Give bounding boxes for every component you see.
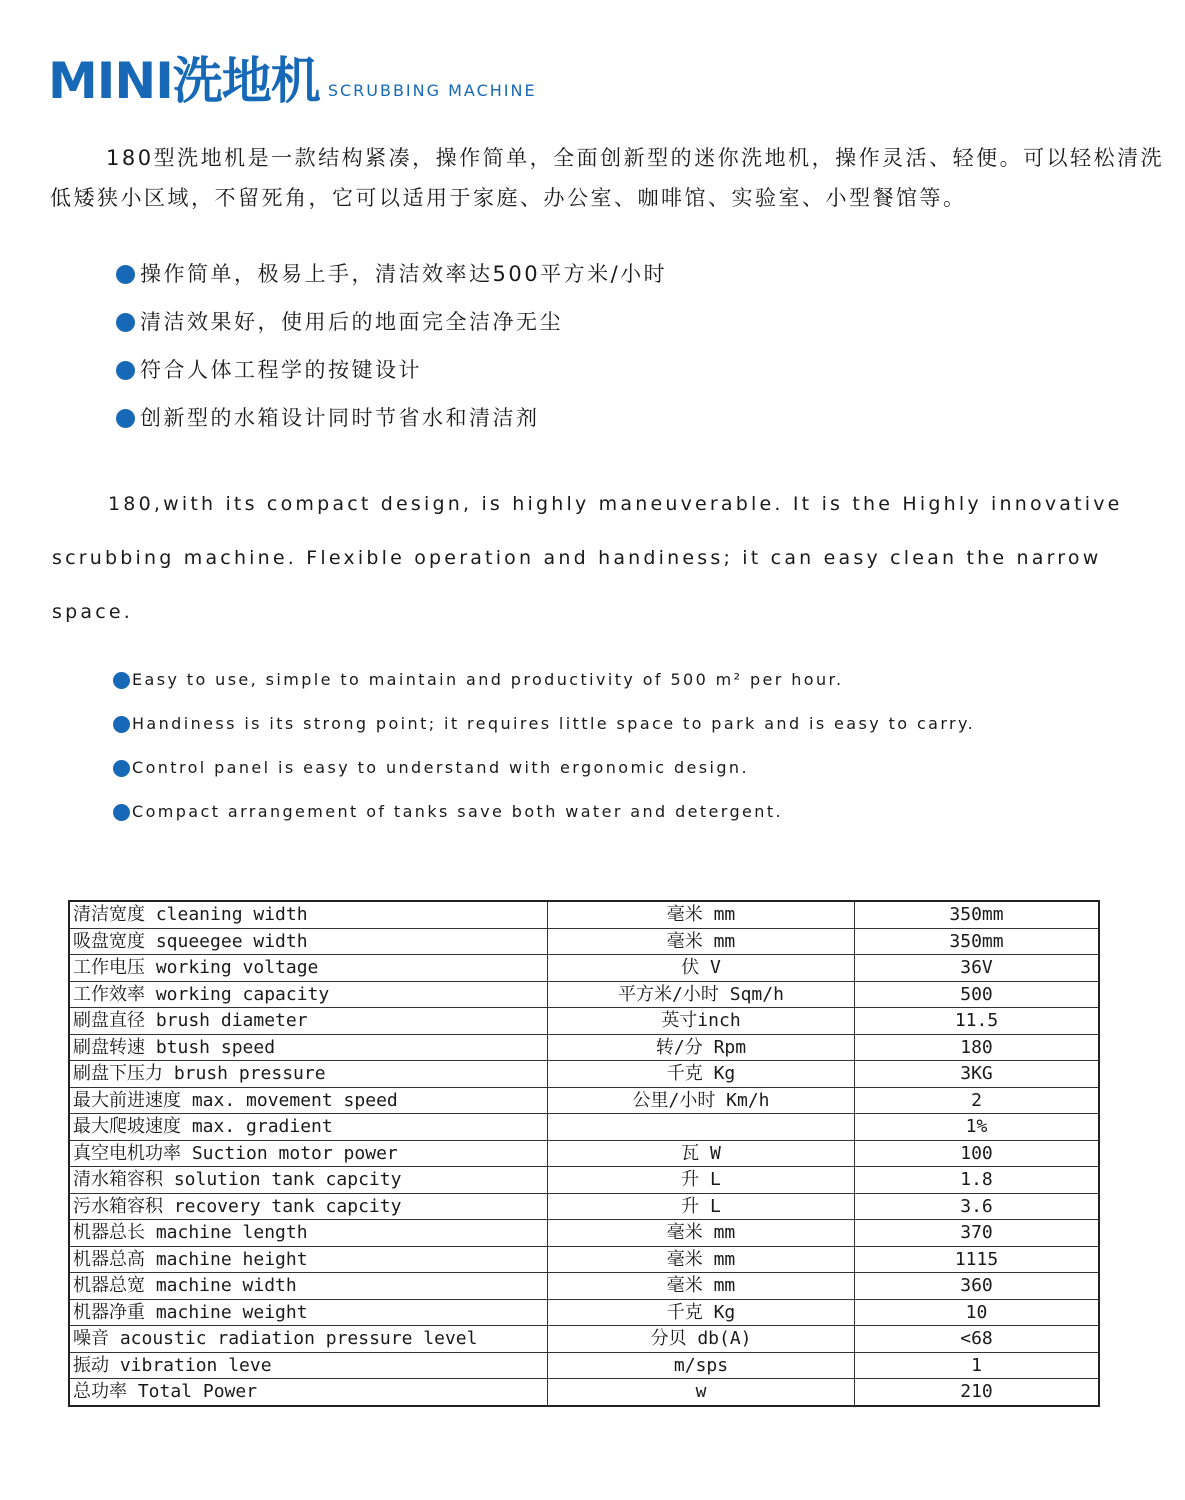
spec-value: 1 bbox=[855, 1352, 1100, 1379]
table-row bbox=[69, 1326, 1099, 1353]
spec-name: 噪音 acoustic radiation pressure level bbox=[69, 1326, 548, 1353]
spec-name: 机器总长 machine length bbox=[69, 1220, 548, 1247]
table-row bbox=[69, 1167, 1099, 1194]
feature-text: 清洁效果好，使用后的地面完全洁净无尘 bbox=[140, 310, 563, 334]
spec-unit: 毫米 mm bbox=[548, 1246, 855, 1273]
spec-value: 1.8 bbox=[855, 1167, 1100, 1194]
english-intro bbox=[52, 477, 1152, 639]
feature-text: Easy to use, simple to maintain and productivity of 500 m² per hour. bbox=[132, 670, 844, 689]
spec-value: 360 bbox=[855, 1273, 1100, 1300]
table-row bbox=[69, 1087, 1099, 1114]
spec-unit: 毫米 mm bbox=[548, 928, 855, 955]
spec-name: 刷盘下压力 brush pressure bbox=[69, 1061, 548, 1088]
english-intro-text: 180,with its compact design, is highly maneuverable. It is the Highly innovative scrubbing machine. Flexible operation and handiness; it can easy clean the narrow space. bbox=[52, 493, 1123, 623]
spec-unit: 毫米 mm bbox=[548, 1220, 855, 1247]
list-item bbox=[113, 790, 975, 834]
spec-name: 工作效率 working capacity bbox=[69, 981, 548, 1008]
bullet-dot-icon bbox=[116, 409, 135, 428]
spec-name: 机器总高 machine height bbox=[69, 1246, 548, 1273]
page-title: MINI洗地机 bbox=[48, 52, 320, 110]
english-feature-list bbox=[113, 658, 975, 834]
spec-name: 刷盘转速 btush speed bbox=[69, 1034, 548, 1061]
table-row bbox=[69, 1379, 1099, 1406]
spec-table bbox=[68, 900, 1100, 1407]
spec-name: 清水箱容积 solution tank capcity bbox=[69, 1167, 548, 1194]
spec-value: 1% bbox=[855, 1114, 1100, 1141]
spec-value: 210 bbox=[855, 1379, 1100, 1406]
table-row bbox=[69, 1034, 1099, 1061]
spec-unit: 英寸inch bbox=[548, 1008, 855, 1035]
table-row bbox=[69, 901, 1099, 928]
list-item bbox=[113, 658, 975, 702]
spec-unit: 瓦 W bbox=[548, 1140, 855, 1167]
table-row bbox=[69, 1220, 1099, 1247]
table-row bbox=[69, 1246, 1099, 1273]
list-item bbox=[116, 298, 667, 346]
spec-value: 500 bbox=[855, 981, 1100, 1008]
table-row bbox=[69, 1114, 1099, 1141]
spec-name: 机器净重 machine weight bbox=[69, 1299, 548, 1326]
feature-text: 符合人体工程学的按键设计 bbox=[140, 358, 422, 382]
spec-name: 最大前进速度 max. movement speed bbox=[69, 1087, 548, 1114]
table-row bbox=[69, 1008, 1099, 1035]
spec-unit bbox=[548, 1114, 855, 1141]
spec-name: 机器总宽 machine width bbox=[69, 1273, 548, 1300]
spec-unit: 千克 Kg bbox=[548, 1299, 855, 1326]
spec-value: 100 bbox=[855, 1140, 1100, 1167]
spec-value: 350mm bbox=[855, 928, 1100, 955]
spec-value: 1115 bbox=[855, 1246, 1100, 1273]
bullet-dot-icon bbox=[116, 361, 135, 380]
spec-name: 真空电机功率 Suction motor power bbox=[69, 1140, 548, 1167]
spec-unit: 平方米/小时 Sqm/h bbox=[548, 981, 855, 1008]
table-row bbox=[69, 1061, 1099, 1088]
spec-unit: 分贝 db(A) bbox=[548, 1326, 855, 1353]
list-item bbox=[113, 702, 975, 746]
spec-name: 吸盘宽度 squeegee width bbox=[69, 928, 548, 955]
spec-value: 3KG bbox=[855, 1061, 1100, 1088]
feature-text: 创新型的水箱设计同时节省水和清洁剂 bbox=[140, 406, 540, 430]
page-header bbox=[48, 50, 537, 110]
spec-unit: 升 L bbox=[548, 1167, 855, 1194]
table-row bbox=[69, 1299, 1099, 1326]
list-item bbox=[113, 746, 975, 790]
spec-value: 11.5 bbox=[855, 1008, 1100, 1035]
table-row bbox=[69, 1273, 1099, 1300]
bullet-dot-icon bbox=[113, 716, 130, 733]
table-row bbox=[69, 1352, 1099, 1379]
list-item bbox=[116, 346, 667, 394]
feature-text: 操作简单，极易上手，清洁效率达500平方米/小时 bbox=[140, 262, 668, 286]
spec-unit: 毫米 mm bbox=[548, 1273, 855, 1300]
bullet-dot-icon bbox=[113, 804, 130, 821]
table-row bbox=[69, 1140, 1099, 1167]
spec-value: 3.6 bbox=[855, 1193, 1100, 1220]
bullet-dot-icon bbox=[113, 672, 130, 689]
chinese-feature-list bbox=[116, 250, 667, 442]
spec-unit: 转/分 Rpm bbox=[548, 1034, 855, 1061]
feature-text: Compact arrangement of tanks save both water and detergent. bbox=[132, 802, 783, 821]
spec-name: 工作电压 working voltage bbox=[69, 955, 548, 982]
feature-text: Control panel is easy to understand with ergonomic design. bbox=[132, 758, 749, 777]
chinese-intro-text: 180型洗地机是一款结构紧凑，操作简单，全面创新型的迷你洗地机，操作灵活、轻便。可以轻松清洗低矮狭小区域，不留死角，它可以适用于家庭、办公室、咖啡馆、实验室、小型餐馆等。 bbox=[50, 146, 1165, 210]
bullet-dot-icon bbox=[116, 265, 135, 284]
spec-unit: w bbox=[548, 1379, 855, 1406]
table-row bbox=[69, 955, 1099, 982]
bullet-dot-icon bbox=[113, 760, 130, 777]
spec-value: 370 bbox=[855, 1220, 1100, 1247]
spec-unit: 升 L bbox=[548, 1193, 855, 1220]
spec-name: 污水箱容积 recovery tank capcity bbox=[69, 1193, 548, 1220]
spec-unit: 毫米 mm bbox=[548, 901, 855, 928]
spec-name: 振动 vibration leve bbox=[69, 1352, 548, 1379]
spec-name: 刷盘直径 brush diameter bbox=[69, 1008, 548, 1035]
spec-value: 2 bbox=[855, 1087, 1100, 1114]
chinese-intro bbox=[50, 138, 1165, 218]
page-subtitle: SCRUBBING MACHINE bbox=[327, 81, 537, 100]
spec-unit: m/sps bbox=[548, 1352, 855, 1379]
bullet-dot-icon bbox=[116, 313, 135, 332]
list-item bbox=[116, 250, 667, 298]
table-row bbox=[69, 1193, 1099, 1220]
spec-unit: 伏 V bbox=[548, 955, 855, 982]
spec-value: 180 bbox=[855, 1034, 1100, 1061]
table-row bbox=[69, 928, 1099, 955]
spec-name: 总功率 Total Power bbox=[69, 1379, 548, 1406]
spec-name: 清洁宽度 cleaning width bbox=[69, 901, 548, 928]
spec-name: 最大爬坡速度 max. gradient bbox=[69, 1114, 548, 1141]
spec-value: 350mm bbox=[855, 901, 1100, 928]
table-row bbox=[69, 981, 1099, 1008]
spec-value: 36V bbox=[855, 955, 1100, 982]
spec-value: <68 bbox=[855, 1326, 1100, 1353]
feature-text: Handiness is its strong point; it requires little space to park and is easy to carry. bbox=[132, 714, 976, 733]
spec-value: 10 bbox=[855, 1299, 1100, 1326]
spec-unit: 千克 Kg bbox=[548, 1061, 855, 1088]
spec-unit: 公里/小时 Km/h bbox=[548, 1087, 855, 1114]
list-item bbox=[116, 394, 667, 442]
